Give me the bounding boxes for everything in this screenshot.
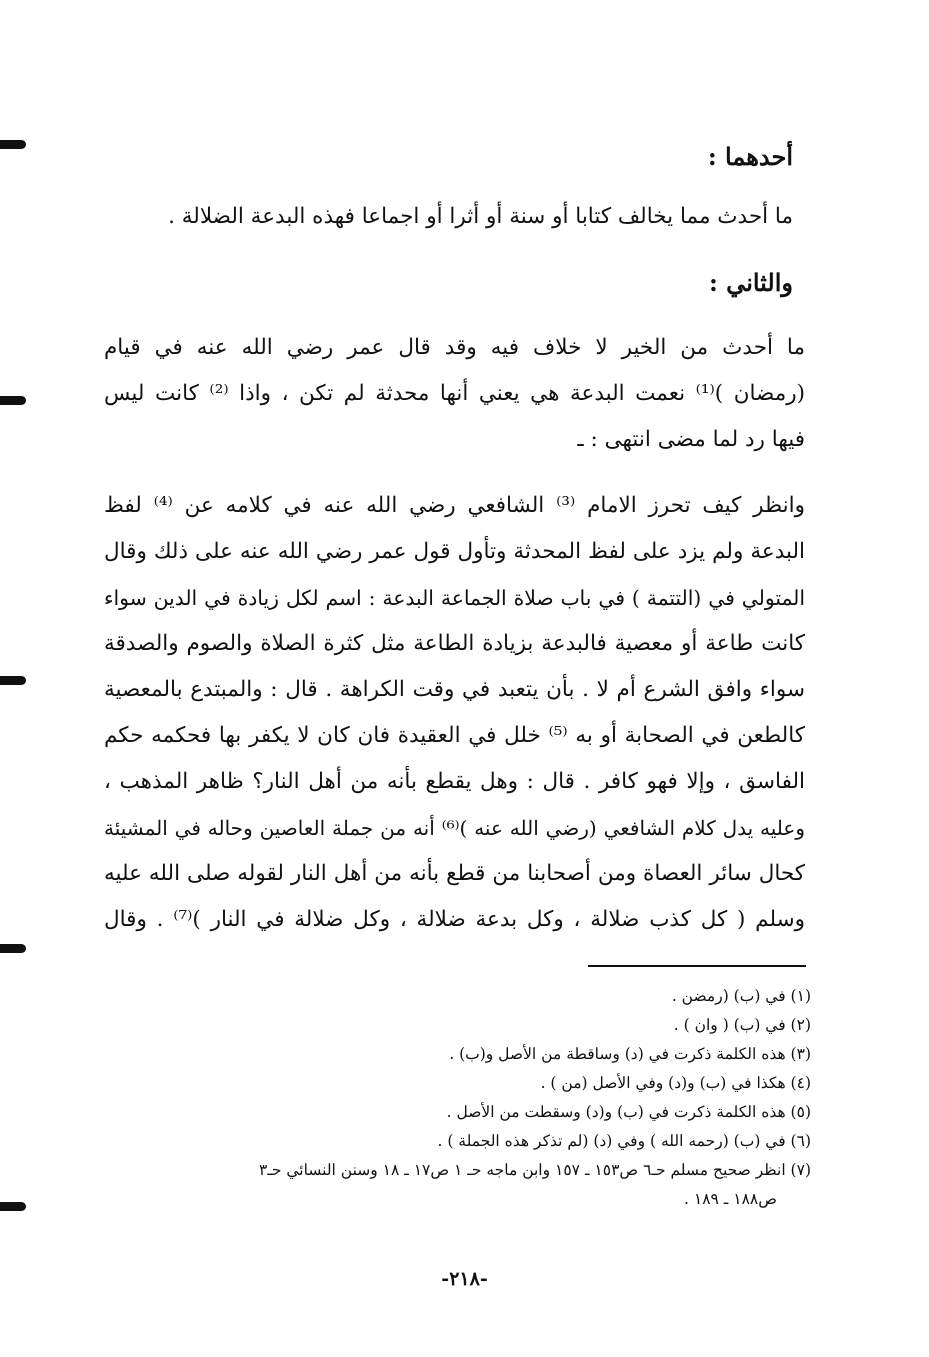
- text-line: فيها رد لما مضى انتهى : ـ: [577, 427, 805, 452]
- footnote-item: (٢) في (ب) ( وان ) .: [673, 1016, 811, 1034]
- text-line: المتولي في (التتمة ) في باب صلاة الجماعة البدعة : اسم لكل زيادة في الدين سواء: [104, 586, 805, 610]
- paragraph-second: [104, 325, 805, 463]
- footnote-continuation: ص١٨٨ ـ ١٨٩ .: [684, 1190, 777, 1208]
- text-line: ما أحدث مما يخالف كتابا أو سنة أو أثرا أو اجماعا فهذه البدعة الضلالة .: [168, 204, 793, 229]
- text-line: كالطعن في الصحابة أو به ⁽⁵⁾ خلل في العقيدة فان كان لا يكفر بها فحكمه حكم: [104, 723, 805, 748]
- footnote-divider: [588, 965, 806, 967]
- section-heading-first: أحدهما :: [707, 142, 793, 171]
- paragraph-third: [104, 483, 805, 943]
- text-line: وعليه يدل كلام الشافعي (رضي الله عنه )⁽⁶⁾ أنه من جملة العاصين وحاله في المشيئة: [104, 816, 805, 840]
- text-line: كحال سائر العصاة ومن أصحابنا من قطع بأنه من أهل النار لقوله صلى الله عليه: [104, 861, 806, 886]
- text-line: وانظر كيف تحرز الامام ⁽³⁾ الشافعي رضي الله عنه في كلامه عن ⁽⁴⁾ لفظ: [104, 493, 805, 518]
- page-number: -٢١٨-: [441, 1268, 488, 1290]
- paragraph-first: [104, 194, 805, 240]
- binding-mark: [0, 676, 26, 685]
- footnote-item: (٤) هكذا في (ب) و(د) وفي الأصل (من ) .: [540, 1074, 811, 1092]
- footnote-item: (٥) هذه الكلمة ذكرت في (ب) و(د) وسقطت من الأصل .: [446, 1103, 811, 1121]
- text-line: الفاسق ، وإلا فهو كافر . قال : وهل يقطع بأنه من أهل النار؟ ظاهر المذهب ،: [104, 769, 805, 794]
- text-line: كانت طاعة أو معصية فالبدعة بزيادة الطاعة مثل كثرة الصلاة والصوم والصدقة: [104, 631, 805, 656]
- text-line: البدعة ولم يزد على لفظ المحدثة وتأول قول عمر رضي الله عنه على ذلك وقال: [104, 539, 805, 564]
- binding-mark: [0, 140, 26, 149]
- binding-mark: [0, 1202, 26, 1211]
- section-heading-second: والثاني :: [708, 268, 793, 297]
- text-line: وسلم ( كل كذب ضلالة ، وكل بدعة ضلالة ، وكل ضلالة في النار )⁽⁷⁾ . وقال: [104, 907, 805, 932]
- footnote-item: (٣) هذه الكلمة ذكرت في (د) وساقطة من الأصل و(ب) .: [449, 1045, 811, 1063]
- text-line: ما أحدث من الخير لا خلاف فيه وقد قال عمر رضي الله عنه في قيام: [104, 335, 805, 360]
- footnote-item: (٧) انظر صحيح مسلم حـ٦ ص١٥٣ ـ ١٥٧ وابن ماجه حـ ١ ص١٧ ـ ١٨ وسنن النسائي حـ٣: [258, 1161, 811, 1179]
- footnote-item: (١) في (ب) (رمضن .: [671, 987, 811, 1005]
- binding-mark: [0, 944, 26, 953]
- text-line: سواء وافق الشرع أم لا . بأن يتعبد في وقت الكراهة . قال : والمبتدع بالمعصية: [104, 677, 805, 702]
- footnote-item: (٦) في (ب) (رحمه الله ) وفي (د) (لم تذكر هذه الجملة ) .: [437, 1132, 811, 1150]
- footnotes: [118, 982, 811, 1214]
- binding-mark: [0, 396, 26, 405]
- text-line: (رمضان )⁽¹⁾ نعمت البدعة هي يعني أنها محدثة لم تكن ، واذا ⁽²⁾ كانت ليس: [104, 381, 805, 406]
